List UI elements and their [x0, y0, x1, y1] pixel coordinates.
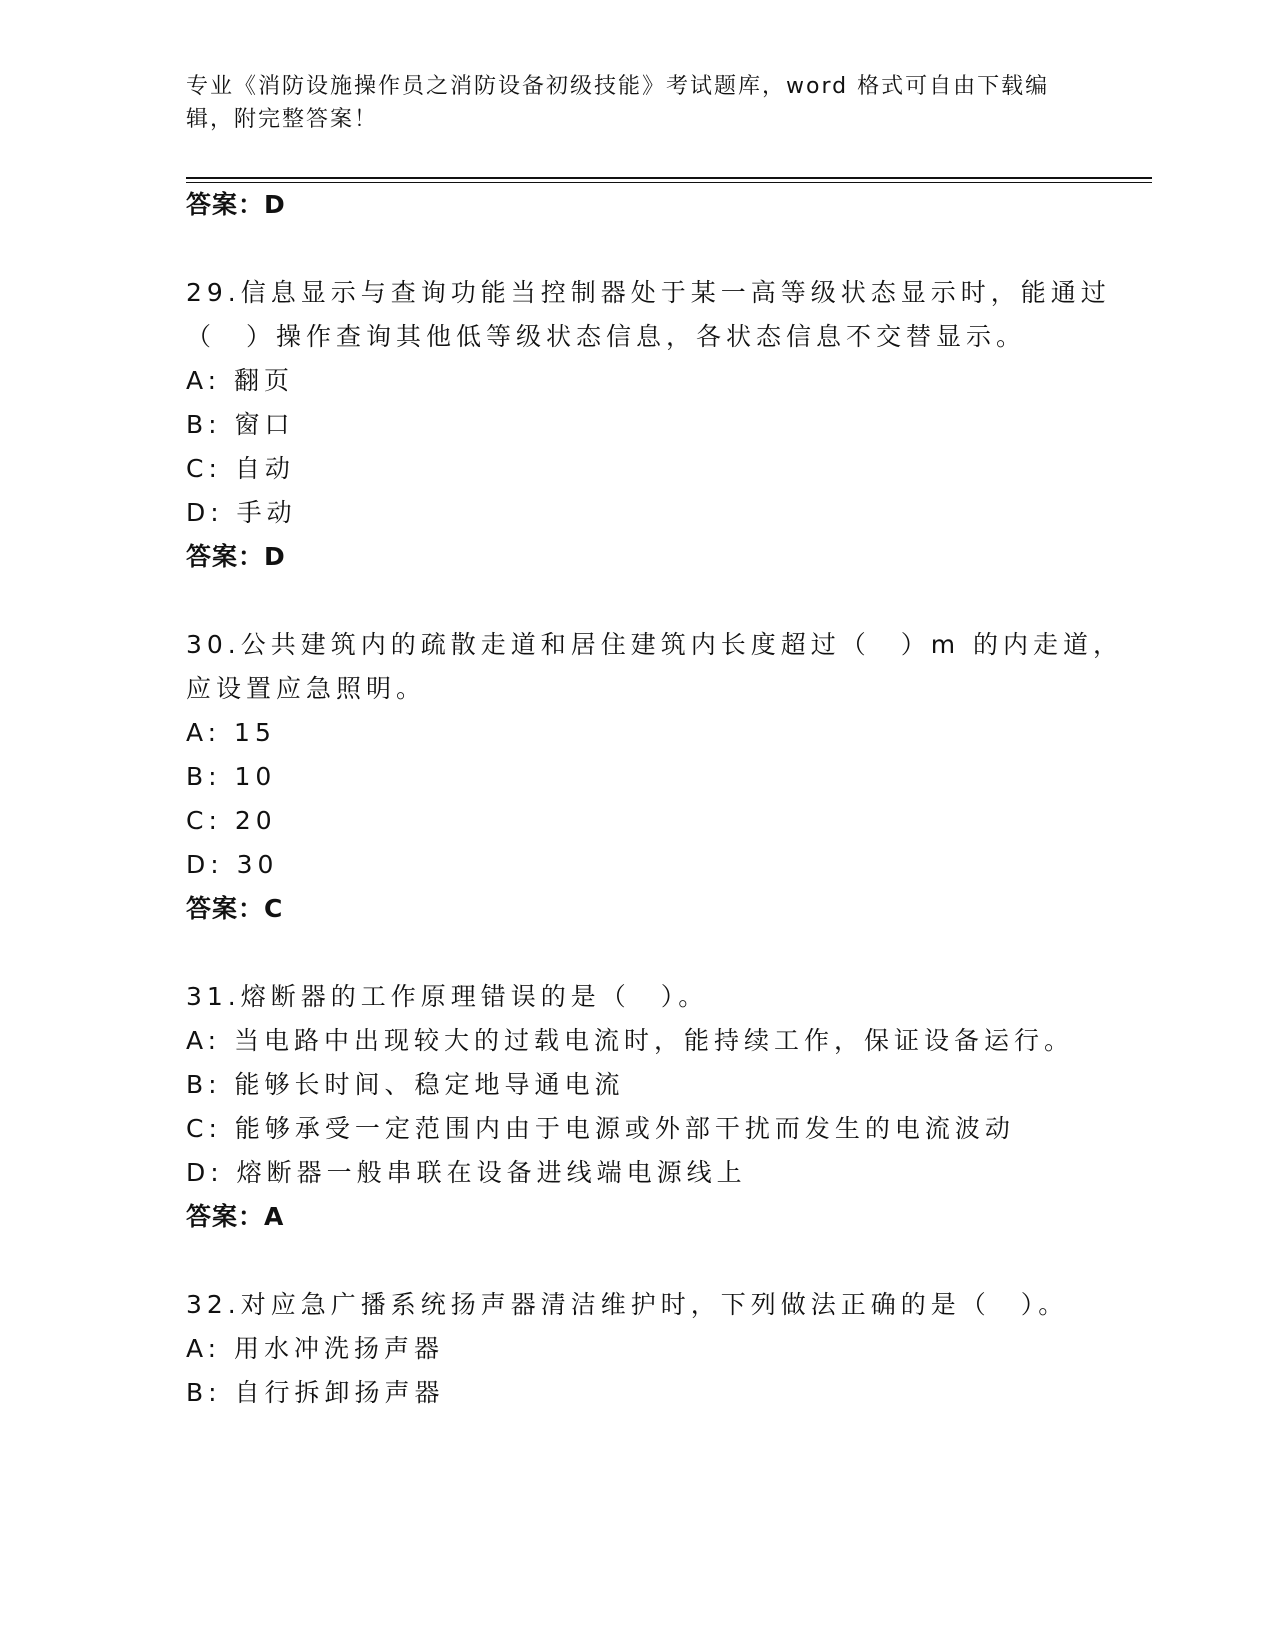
question-30-stem-line-1: 30.公共建筑内的疏散走道和居住建筑内长度超过（ ）m 的内走道， [186, 630, 1124, 659]
question-31-answer: 答案：A [186, 1202, 285, 1231]
question-29-stem-line-2: （ ）操作查询其他低等级状态信息，各状态信息不交替显示。 [186, 322, 1027, 351]
header-line-1: 专业《消防设施操作员之消防设备初级技能》考试题库，word 格式可自由下载编 [186, 74, 1050, 99]
question-32-option-b: B: 自行拆卸扬声器 [186, 1378, 445, 1407]
header-line-2: 辑，附完整答案！ [186, 107, 379, 132]
question-29-option-a: A: 翻页 [186, 366, 295, 395]
question-32-stem-line-1: 32.对应急广播系统扬声器清洁维护时，下列做法正确的是（ ）。 [186, 1290, 1069, 1319]
question-32-option-a: A: 用水冲洗扬声器 [186, 1334, 445, 1363]
question-30-option-c: C: 20 [186, 806, 277, 835]
question-31-option-b: B: 能够长时间、稳定地导通电流 [186, 1070, 625, 1099]
question-31-option-c: C: 能够承受一定范围内由于电源或外部干扰而发生的电流波动 [186, 1114, 1015, 1143]
question-31-option-d: D: 熔断器一般串联在设备进线端电源线上 [186, 1158, 747, 1187]
document-header [186, 70, 1066, 136]
previous-answer: 答案：D [186, 190, 286, 219]
question-30-stem-line-2: 应设置应急照明。 [186, 674, 427, 703]
question-30-option-b: B: 10 [186, 762, 277, 791]
question-31-option-a: A: 当电路中出现较大的过载电流时，能持续工作，保证设备运行。 [186, 1026, 1075, 1055]
question-29-option-c: C: 自动 [186, 454, 295, 483]
question-29-option-b: B: 窗口 [186, 410, 295, 439]
question-31-stem-line-1: 31.熔断器的工作原理错误的是（ ）。 [186, 982, 709, 1011]
header-divider-thin [186, 182, 1152, 183]
header-divider [186, 177, 1152, 179]
question-29-option-d: D: 手动 [186, 498, 297, 527]
question-30-answer: 答案：C [186, 894, 284, 923]
question-30-option-a: A: 15 [186, 718, 276, 747]
question-29-answer: 答案：D [186, 542, 286, 571]
question-30-option-d: D: 30 [186, 850, 279, 879]
question-29-stem-line-1: 29.信息显示与查询功能当控制器处于某一高等级状态显示时，能通过 [186, 278, 1111, 307]
